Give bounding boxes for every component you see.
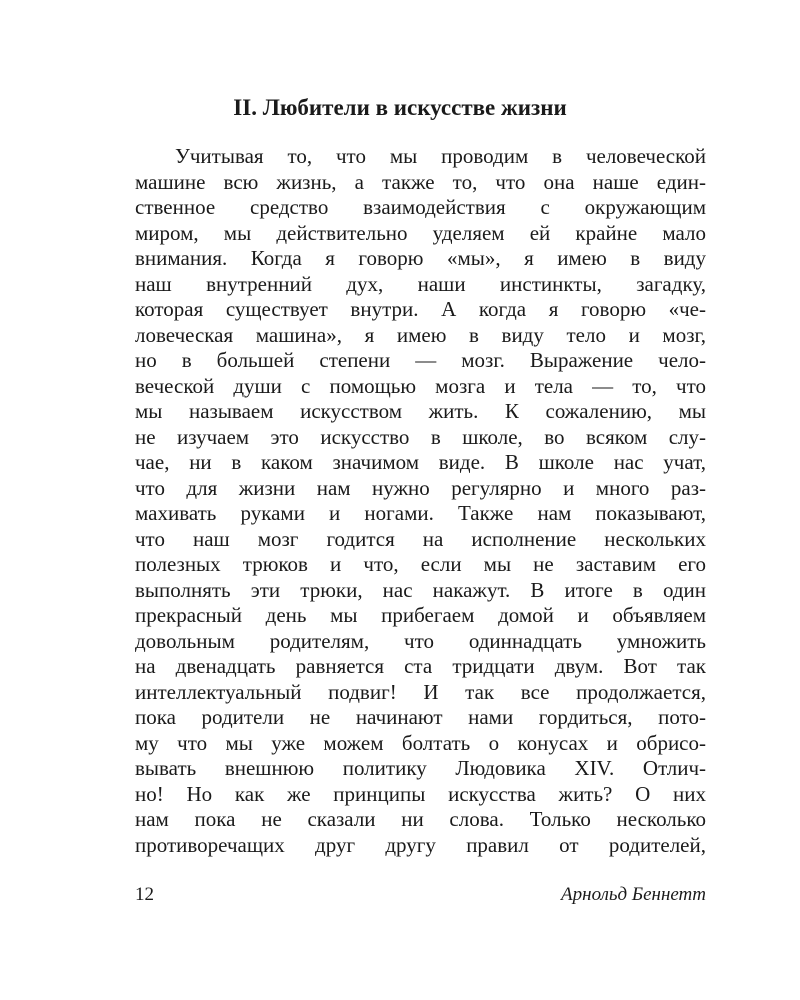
text-line: внимания. Когда я говорю «мы», я имею в виду	[135, 246, 706, 270]
chapter-title: II. Любители в искусстве жизни	[233, 95, 567, 120]
page-footer	[135, 883, 706, 907]
text-line: махивать руками и ногами. Также нам показывают,	[135, 501, 706, 525]
text-line: что для жизни нам нужно регулярно и много раз-	[135, 475, 706, 500]
text-line: полезных трюков и что, если мы не заставим его	[135, 552, 706, 576]
text-line: ственное средство взаимодействия с окружающим	[135, 195, 706, 219]
author-name: Арнольд Беннетт	[561, 884, 706, 905]
text-line: веческой души с помощью мозга и тела — то, что	[135, 373, 706, 398]
text-line: чае, ни в каком значимом виде. В школе нас учат,	[135, 450, 706, 474]
text-line: довольным родителям, что одиннадцать умножить	[135, 628, 706, 653]
text-line: пока родители не начинают нами гордиться, пото-	[135, 705, 706, 729]
text-line: Учитывая то, что мы проводим в человеческой	[175, 144, 706, 168]
text-line: машине всю жизнь, а также то, что она наше един-	[135, 169, 706, 194]
text-line: интеллектуальный подвиг! И так все продолжается,	[135, 679, 706, 704]
text-line: противоречащих друг другу правил от родителей,	[135, 832, 706, 857]
text-line: наш внутренний дух, наши инстинкты, загадку,	[135, 271, 706, 296]
text-line: что наш мозг годится на исполнение нескольких	[135, 526, 706, 551]
text-line: не изучаем это искусство в школе, во всяком слу-	[135, 424, 706, 449]
text-line: но в большей степени — мозг. Выражение чело-	[135, 348, 706, 372]
text-line: вывать внешнюю политику Людовика XIV. Отлич-	[135, 756, 706, 780]
body-paragraph	[135, 144, 706, 858]
text-line: прекрасный день мы прибегаем домой и объявляем	[135, 603, 706, 627]
text-line: миром, мы действительно уделяем ей крайне мало	[135, 220, 706, 245]
text-line: му что мы уже можем болтать о конусах и обрисо-	[135, 730, 706, 755]
text-line: мы называем искусством жить. К сожалению, мы	[135, 399, 706, 423]
text-line: нам пока не сказали ни слова. Только несколько	[135, 807, 706, 831]
text-line: ловеческая машина», я имею в виду тело и мозг,	[135, 322, 706, 347]
page-number: 12	[135, 884, 154, 905]
text-line: но! Но как же принципы искусства жить? О них	[135, 781, 706, 806]
text-line: на двенадцать равняется ста тридцати двум. Вот так	[135, 654, 706, 678]
text-line: выполнять эти трюки, нас накажут. В итоге в один	[135, 577, 706, 602]
text-line: которая существует внутри. А когда я говорю «че-	[135, 297, 706, 321]
